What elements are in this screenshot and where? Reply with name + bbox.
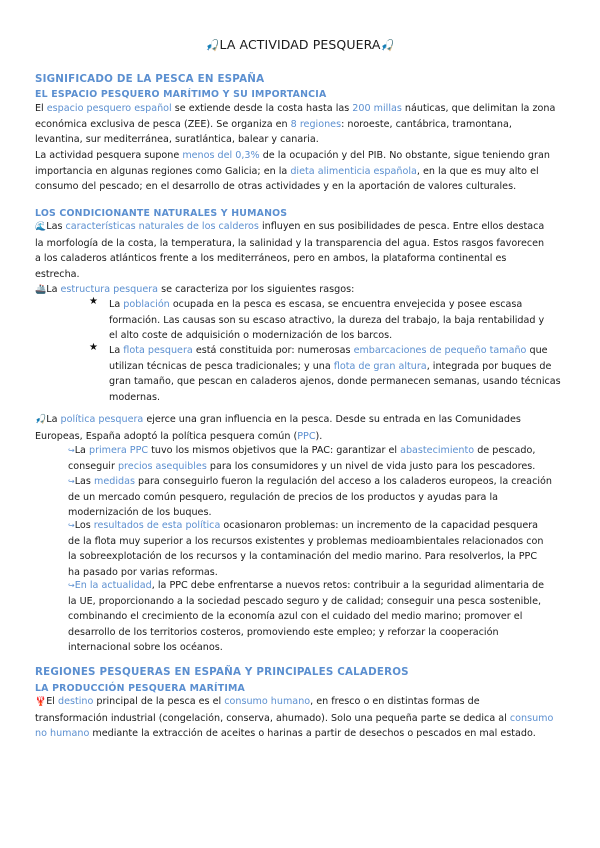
section-heading-significado: SIGNIFICADO DE LA PESCA EN ESPAÑA — [35, 73, 265, 85]
document-title: 🎣LA ACTIVIDAD PESQUERA🎣 — [205, 37, 395, 52]
star-bullet-icon: ★ — [89, 342, 98, 353]
subheading-produccion: LA PRODUCCIÓN PESQUERA MARÍTIMA — [35, 683, 245, 694]
section-heading-condicionantes: LOS CONDICIONANTE NATURALES Y HUMANOS — [35, 208, 288, 219]
fishing-rod-icon: 🎣 — [35, 415, 47, 425]
subitem-actualidad: ↪En la actualidad, la PPC debe enfrentarse a nuevos retos: contribuir a la seguridad alimentaria de la UE, proporcionando a la sociedad pescado seguro y de calidad; conseguir una pesca sostenible, combinando el crecimiento de la economía azul con el cuidado del medio marino; promover el desarrollo de los territorios costeros, promoviendo este empleo; y reforzar la cooperación internacional sobre los océanos. — [68, 580, 545, 654]
fishing-rod-icon: 🎣 — [380, 39, 395, 52]
subheading-espacio-pesquero: EL ESPACIO PESQUERO MARÍTIMO Y SU IMPORTANCIA — [35, 89, 327, 100]
fishing-rod-icon: 🎣 — [205, 39, 220, 52]
paragraph-estructura: 🚢La estructura pesquera se caracteriza por los siguientes rasgos: — [35, 284, 355, 295]
paragraph-politica: 🎣La política pesquera ejerce una gran influencia en la pesca. Desde su entrada en las Comunidades Europeas, España adoptó la política pesquera común (PPC). — [35, 414, 521, 442]
paragraph-importancia: La actividad pesquera supone menos del 0,3% de la ocupación y del PIB. No obstante, sigue teniendo gran importancia en algunas regiones como Galicia; en la dieta alimenticia española, en la que es muy alto el consumo del pescado; en el desarrollo de otras actividades y en la aportación de valores culturales. — [35, 150, 550, 193]
subitem-primera-ppc: ↪La primera PPC tuvo los mismos objetivos que la PAC: garantizar el abastecimiento de pescado, conseguir precios asequibles para los consumidores y un nivel de vida justo para los pescadores. — [68, 445, 536, 472]
paragraph-espacio: El espacio pesquero español se extiende desde la costa hasta las 200 millas náuticas, que delimitan la zona económica exclusiva de pesca (ZEE). Se organiza en 8 regiones: noroeste, cantábrica, tramontana, levantina, sur mediterránea, suratlántica, balear y canaria. — [35, 103, 556, 146]
subitem-medidas: ↪Las medidas para conseguirlo fueron la regulación del acceso a los caladeros europeos, la creación de un mercado común pesquero, regulación de precios de los productos y ayudas para la modernización de los buques. — [68, 476, 552, 519]
arrow-icon: ↪ — [68, 477, 75, 486]
paragraph-caracteristicas: 🌊Las características naturales de los calderos influyen en sus posibilidades de pesca. Entre ellos destaca la morfología de la costa, la temperatura, la salinidad y la transparencia del agua. Estos rasgos favorecen a los caladeros atlánticos frente a los mediterráneos, pero en ambos, la plataforma continental es estrecha. — [35, 221, 545, 280]
star-bullet-icon: ★ — [89, 296, 98, 307]
bullet-poblacion: La población ocupada en la pesca es escasa, se encuentra envejecida y posee escasa formación. Las causas son su escaso atractivo, la dureza del trabajo, la baja rentabilidad y el alto coste de adquisición o modernización de los barcos. — [109, 299, 545, 342]
paragraph-destino: 🦞El destino principal de la pesca es el consumo humano, en fresco o en distintas formas de transformación industrial (congelación, conserva, ahumado). Solo una pequeña parte se dedica al consumo no humano mediante la extracción de aceites o harinas a partir de desechos o pescados en mal estado. — [35, 696, 554, 740]
arrow-icon: ↪ — [68, 446, 75, 455]
wave-icon: 🌊 — [35, 222, 47, 232]
arrow-icon: ↪ — [68, 521, 75, 530]
ship-icon: 🚢 — [35, 285, 47, 295]
arrow-icon: ↪ — [68, 581, 75, 590]
bullet-flota: La flota pesquera está constituida por: numerosas embarcaciones de pequeño tamaño que utilizan técnicas de pesca tradicionales; y una flota de gran altura, integrada por buques de gran tamaño, que pescan en caladeros ajenos, donde permanecen semanas, usando técnicas modernas. — [109, 345, 561, 403]
subitem-resultados: ↪Los resultados de esta política ocasionaron problemas: un incremento de la capacidad pesquera de la flota muy superior a los recursos existentes y problemas medioambientales relacionados con la sobreexplotación de los recursos y la contaminación del medio marino. Para resolverlos, la PPC ha pasado por varias reformas. — [68, 520, 544, 578]
section-heading-regiones: REGIONES PESQUERAS EN ESPAÑA Y PRINCIPALES CALADEROS — [35, 666, 409, 678]
lobster-icon: 🦞 — [35, 697, 47, 707]
